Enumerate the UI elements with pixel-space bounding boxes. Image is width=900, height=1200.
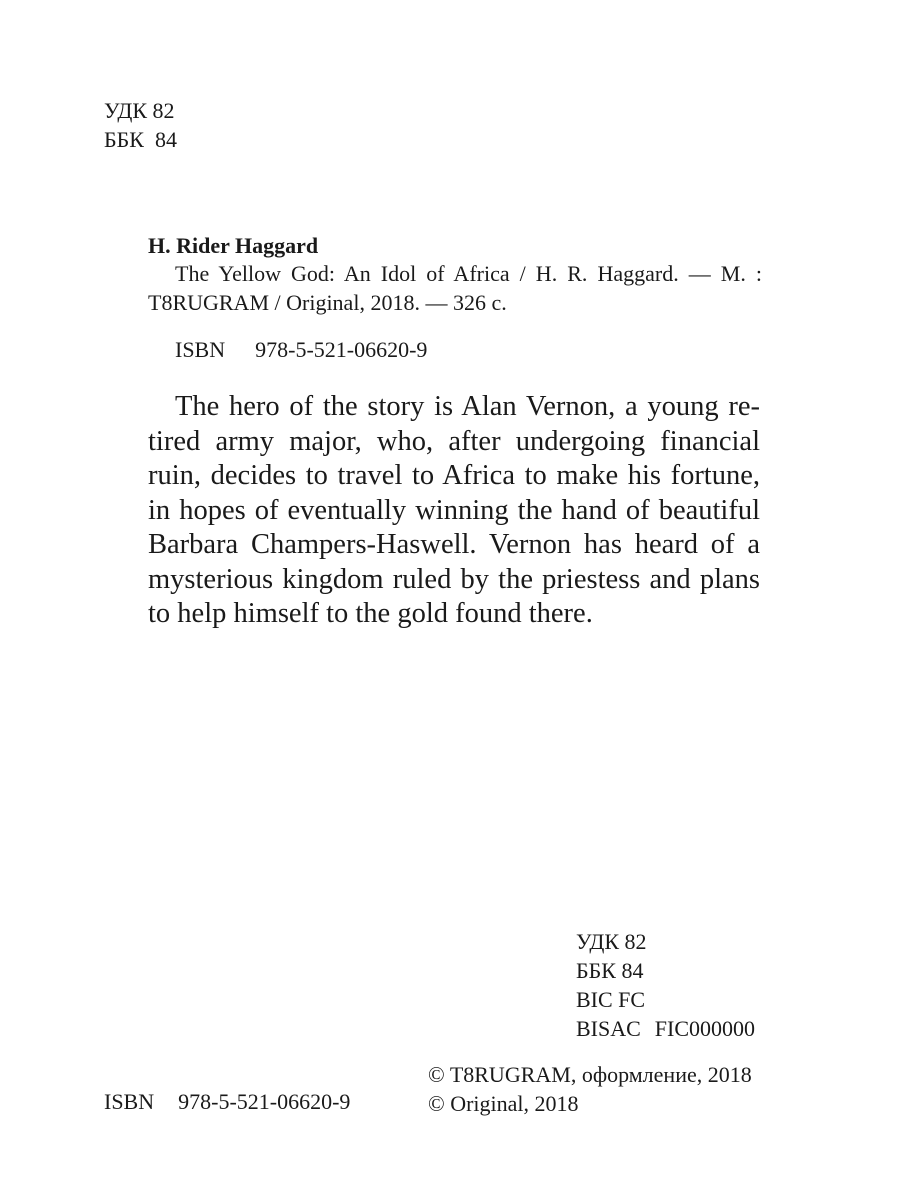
annotation-line: The hero of the story is Alan Vernon, a young re- xyxy=(175,391,760,422)
annotation-line: ruin, decides to travel to Africa to make his fortune, xyxy=(148,460,760,491)
bbk-code: ББК 84 xyxy=(576,958,644,983)
annotation-line: mysterious kingdom ruled by the priestess and plans xyxy=(148,563,760,595)
bbk-code: ББК 84 xyxy=(104,127,177,152)
annotation-line: to help himself to the gold found there. xyxy=(148,598,593,629)
bisac-label: BISAC xyxy=(576,1016,641,1041)
copyright-notice xyxy=(428,1060,752,1118)
bisac-code xyxy=(576,1014,755,1043)
annotation-line: Barbara Champers-Haswell. Vernon has heard of a xyxy=(148,529,760,560)
copyright-line-2: © Original, 2018 xyxy=(428,1091,579,1116)
title-line-1: The Yellow God: An Idol of Africa / H. R. Haggard. — M. : xyxy=(175,261,762,286)
isbn-value: 978-5-521-06620-9 xyxy=(178,1089,351,1114)
bisac-value: FIC000000 xyxy=(654,1016,756,1041)
copyright-line-1: © T8RUGRAM, оформление, 2018 xyxy=(428,1062,752,1087)
annotation-line: in hopes of eventually winning the hand of beautiful xyxy=(148,494,760,526)
bibliographic-record xyxy=(148,259,762,317)
bic-code: BIC FC xyxy=(576,987,646,1012)
isbn-bottom xyxy=(104,1089,350,1115)
annotation-line: tired army major, who, after undergoing financial xyxy=(148,425,760,457)
udk-code: УДК 82 xyxy=(576,929,647,954)
book-annotation xyxy=(148,390,760,632)
top-classification-codes xyxy=(104,96,177,154)
bottom-classification-codes xyxy=(576,927,755,1043)
author-name: H. Rider Haggard xyxy=(148,233,319,258)
isbn-label: ISBN xyxy=(104,1089,155,1114)
udk-code: УДК 82 xyxy=(104,98,175,123)
title-line-2: T8RUGRAM / Original, 2018. — 326 c. xyxy=(148,290,507,315)
isbn-top xyxy=(175,337,427,363)
isbn-value: 978-5-521-06620-9 xyxy=(255,337,428,362)
isbn-label: ISBN xyxy=(175,337,226,362)
